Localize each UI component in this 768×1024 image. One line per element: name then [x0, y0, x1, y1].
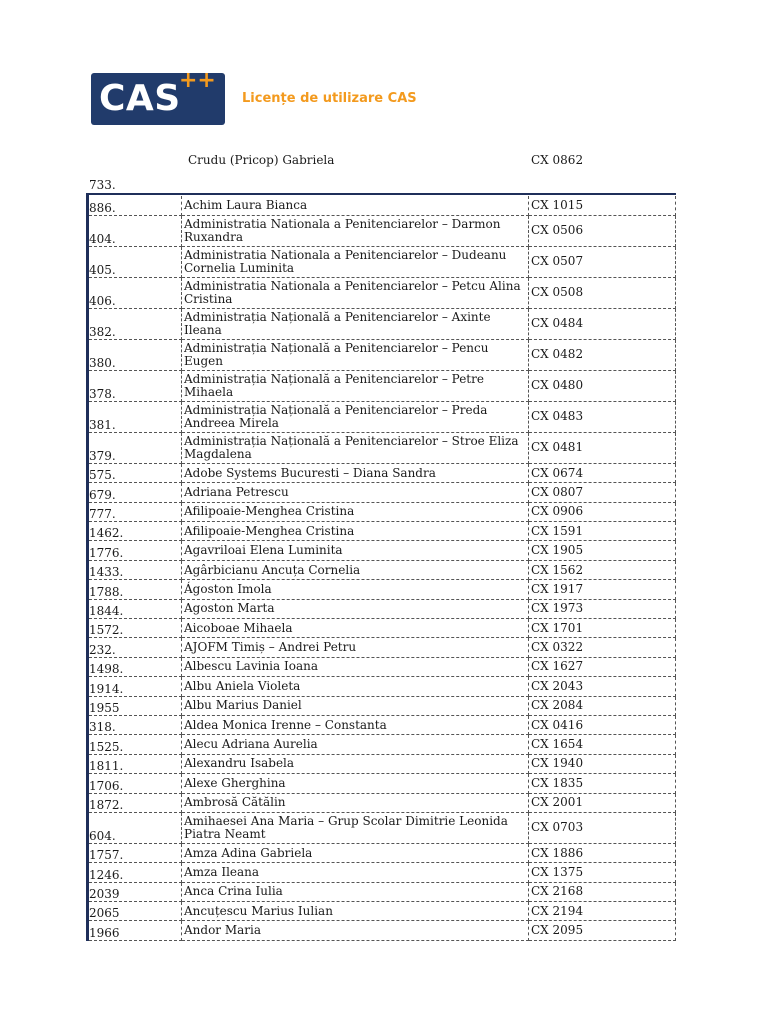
row-code: CX 2043	[529, 677, 676, 696]
row-name: Administratia Nationala a Penitenciarelor – Darmon Ruxandra	[182, 215, 529, 246]
table-row	[89, 580, 676, 599]
row-code: CX 0483	[529, 401, 676, 432]
row-name: Agavriloai Elena Luminita	[182, 541, 529, 560]
table-row	[89, 735, 676, 754]
row-number: 575.	[89, 463, 182, 482]
row-code: CX 1627	[529, 657, 676, 676]
row-name: Agoston Marta	[182, 599, 529, 618]
table-row	[89, 502, 676, 521]
cas-logo	[91, 68, 225, 125]
table-row	[89, 277, 676, 308]
row-number: 232.	[89, 638, 182, 657]
license-table-body	[89, 196, 676, 940]
row-name: Administrația Națională a Penitenciarelor – Stroe Eliza Magdalena	[182, 432, 529, 463]
row-code: CX 1940	[529, 754, 676, 773]
table-row	[89, 432, 676, 463]
row-number: 405.	[89, 246, 182, 277]
row-code: CX 0508	[529, 277, 676, 308]
row-number: 1776.	[89, 541, 182, 560]
row-number: 382.	[89, 308, 182, 339]
row-code: CX 0703	[529, 812, 676, 843]
row-name: Alexe Gherghina	[182, 774, 529, 793]
table-row	[89, 715, 676, 734]
row-code: CX 1905	[529, 541, 676, 560]
row-code: CX 0484	[529, 308, 676, 339]
table-row	[89, 215, 676, 246]
table-row	[89, 370, 676, 401]
row-code: CX 2084	[529, 696, 676, 715]
row-number: 1433.	[89, 560, 182, 579]
row-number: 406.	[89, 277, 182, 308]
logo-superscript: ++	[179, 68, 216, 93]
row-name: Albu Aniela Violeta	[182, 677, 529, 696]
row-number: 1498.	[89, 657, 182, 676]
row-name: Amihaesei Ana Maria – Grup Scolar Dimitrie Leonida Piatra Neamt	[182, 812, 529, 843]
table-row	[89, 863, 676, 882]
row-code: CX 2095	[529, 921, 676, 940]
row-number: 318.	[89, 715, 182, 734]
table-row	[89, 560, 676, 579]
table-row	[89, 599, 676, 618]
table-row	[89, 677, 676, 696]
row-number: 604.	[89, 812, 182, 843]
row-code: CX 0482	[529, 339, 676, 370]
row-number: 1955	[89, 696, 182, 715]
row-name: Andor Maria	[182, 921, 529, 940]
row-number: 2039	[89, 882, 182, 901]
row-name: Albescu Lavinia Ioana	[182, 657, 529, 676]
row-name: Achim Laura Bianca	[182, 196, 529, 215]
row-name: AJOFM Timiș – Andrei Petru	[182, 638, 529, 657]
row-name: Ancuțescu Marius Iulian	[182, 902, 529, 921]
logo-text: CAS	[99, 78, 181, 119]
row-code: CX 2001	[529, 793, 676, 812]
row-name: Administrația Națională a Penitenciarelor – Pencu Eugen	[182, 339, 529, 370]
table-row	[89, 541, 676, 560]
table-row	[89, 657, 676, 676]
row-number: 1872.	[89, 793, 182, 812]
table-row	[89, 793, 676, 812]
table-row	[89, 339, 676, 370]
table-top-rule	[86, 193, 676, 195]
row-code: CX 0416	[529, 715, 676, 734]
row-code: CX 1562	[529, 560, 676, 579]
row-number: 1844.	[89, 599, 182, 618]
row-name: Agârbicianu Ancuța Cornelia	[182, 560, 529, 579]
row-name: Aldea Monica Irenne – Constanta	[182, 715, 529, 734]
first-entry-name: Crudu (Pricop) Gabriela	[188, 153, 335, 167]
table-row	[89, 754, 676, 773]
row-code: CX 1654	[529, 735, 676, 754]
row-code: CX 2194	[529, 902, 676, 921]
row-name: Administrația Națională a Penitenciarelor – Preda Andreea Mirela	[182, 401, 529, 432]
row-number: 1572.	[89, 619, 182, 638]
row-number: 381.	[89, 401, 182, 432]
table-row	[89, 483, 676, 502]
table-row	[89, 774, 676, 793]
row-name: Anca Crina Iulia	[182, 882, 529, 901]
row-name: Amza Ileana	[182, 863, 529, 882]
row-code: CX 0674	[529, 463, 676, 482]
row-number: 1811.	[89, 754, 182, 773]
row-name: Administrația Națională a Penitenciarelor – Axinte Ileana	[182, 308, 529, 339]
row-name: Ambrosă Cătălin	[182, 793, 529, 812]
table-row	[89, 522, 676, 541]
row-name: Administratia Nationala a Penitenciarelor – Petcu Alina Cristina	[182, 277, 529, 308]
row-number: 1246.	[89, 863, 182, 882]
row-code: CX 0906	[529, 502, 676, 521]
row-name: Adriana Petrescu	[182, 483, 529, 502]
row-code: CX 1973	[529, 599, 676, 618]
row-number: 404.	[89, 215, 182, 246]
table-row	[89, 843, 676, 862]
row-name: Administratia Nationala a Penitenciarelor – Dudeanu Cornelia Luminita	[182, 246, 529, 277]
table-row	[89, 401, 676, 432]
table-row	[89, 696, 676, 715]
row-number: 379.	[89, 432, 182, 463]
table-row	[89, 463, 676, 482]
first-entry-number: 733.	[89, 178, 116, 192]
table-row	[89, 921, 676, 940]
document-title: Licențe de utilizare CAS	[242, 91, 417, 106]
row-code: CX 0481	[529, 432, 676, 463]
row-number: 378.	[89, 370, 182, 401]
row-number: 777.	[89, 502, 182, 521]
row-name: Alecu Adriana Aurelia	[182, 735, 529, 754]
row-name: Aicoboae Mihaela	[182, 619, 529, 638]
row-number: 1706.	[89, 774, 182, 793]
table-row	[89, 246, 676, 277]
table-row	[89, 882, 676, 901]
first-entry-code: CX 0862	[531, 153, 584, 167]
row-name: Administrația Națională a Penitenciarelor – Petre Mihaela	[182, 370, 529, 401]
row-name: Albu Marius Daniel	[182, 696, 529, 715]
row-code: CX 1917	[529, 580, 676, 599]
row-number: 380.	[89, 339, 182, 370]
row-number: 1462.	[89, 522, 182, 541]
table-row	[89, 308, 676, 339]
row-number: 886.	[89, 196, 182, 215]
row-code: CX 1701	[529, 619, 676, 638]
row-name: Amza Adina Gabriela	[182, 843, 529, 862]
row-code: CX 0807	[529, 483, 676, 502]
row-code: CX 2168	[529, 882, 676, 901]
row-number: 2065	[89, 902, 182, 921]
row-code: CX 1375	[529, 863, 676, 882]
row-code: CX 0506	[529, 215, 676, 246]
row-number: 1914.	[89, 677, 182, 696]
row-code: CX 1835	[529, 774, 676, 793]
row-name: Afilipoaie-Menghea Cristina	[182, 502, 529, 521]
table-row	[89, 902, 676, 921]
row-number: 1788.	[89, 580, 182, 599]
row-number: 1966	[89, 921, 182, 940]
row-number: 1525.	[89, 735, 182, 754]
row-number: 679.	[89, 483, 182, 502]
table-row	[89, 638, 676, 657]
license-table	[89, 196, 676, 941]
row-number: 1757.	[89, 843, 182, 862]
table-row	[89, 619, 676, 638]
row-name: Ágoston Imola	[182, 580, 529, 599]
row-name: Adobe Systems Bucuresti – Diana Sandra	[182, 463, 529, 482]
row-code: CX 1015	[529, 196, 676, 215]
row-code: CX 0507	[529, 246, 676, 277]
row-code: CX 0480	[529, 370, 676, 401]
row-code: CX 1886	[529, 843, 676, 862]
row-code: CX 1591	[529, 522, 676, 541]
table-row	[89, 196, 676, 215]
row-name: Alexandru Isabela	[182, 754, 529, 773]
table-row	[89, 812, 676, 843]
row-code: CX 0322	[529, 638, 676, 657]
row-name: Afilipoaie-Menghea Cristina	[182, 522, 529, 541]
